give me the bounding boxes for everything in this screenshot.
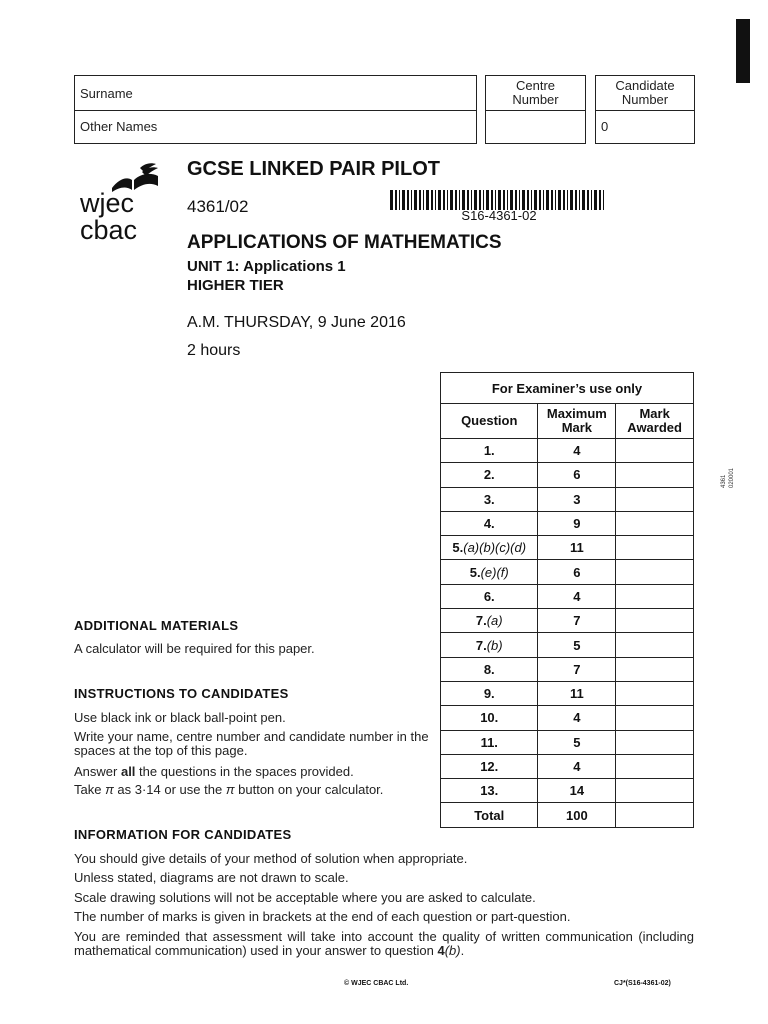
barcode-icon (390, 190, 608, 210)
copyright-text: © WJEC CBAC Ltd. (344, 980, 409, 987)
barcode-bar (495, 190, 496, 210)
table-row (441, 487, 694, 511)
barcode-bar (582, 190, 585, 210)
col-header-mark-awarded (616, 404, 694, 439)
barcode-bar (431, 190, 433, 210)
examiner-table-title: For Examiner’s use only (441, 373, 694, 404)
barcode-bar (467, 190, 469, 210)
barcode-bar (515, 190, 517, 210)
mark-awarded-cell[interactable] (616, 439, 694, 463)
surname-label: Surname (80, 86, 133, 101)
additional-materials-text: A calculator will be required for this paper. (74, 641, 315, 656)
barcode-bar (507, 190, 508, 210)
barcode-bar (546, 190, 549, 210)
barcode-bar (563, 190, 565, 210)
table-row (441, 779, 694, 803)
col-header-question: Question (441, 404, 538, 439)
barcode-text: S16-4361-02 (461, 208, 537, 223)
question-number-cell (441, 609, 538, 633)
barcode-bar (491, 190, 493, 210)
instruction-line (74, 765, 354, 779)
tier-title: HIGHER TIER (187, 277, 284, 294)
information-line: Scale drawing solutions will not be acceptable where you are asked to calculate. (74, 890, 536, 905)
table-row (441, 609, 694, 633)
exam-date: A.M. THURSDAY, 9 June 2016 (187, 314, 406, 331)
question-number-cell (441, 633, 538, 657)
maximum-mark-cell: 4 (538, 754, 616, 778)
barcode-bar (483, 190, 484, 210)
mark-awarded-cell[interactable] (616, 754, 694, 778)
barcode-bar (579, 190, 580, 210)
barcode-bar (474, 190, 477, 210)
barcode-bar (402, 190, 405, 210)
candidate-number-label-line2: Number (621, 92, 669, 107)
total-maximum-mark: 100 (538, 803, 616, 827)
question-number: 5. (469, 564, 481, 580)
information-emphasis: 4 (437, 943, 445, 958)
maximum-mark-cell: 5 (538, 633, 616, 657)
total-mark-awarded-cell[interactable] (616, 803, 694, 827)
pi-symbol: π (225, 782, 235, 797)
mark-awarded-cell[interactable] (616, 730, 694, 754)
barcode-bar (539, 190, 541, 210)
question-number-cell (441, 730, 538, 754)
question-number: 7. (475, 637, 487, 653)
barcode-bar (522, 190, 525, 210)
instruction-emphasis: all (120, 764, 136, 779)
maximum-mark-cell: 4 (538, 706, 616, 730)
table-row (441, 439, 694, 463)
information-line: You should give details of your method of solution when appropriate. (74, 851, 468, 866)
mark-awarded-cell[interactable] (616, 463, 694, 487)
question-number-cell (441, 584, 538, 608)
examiner-table-title-row (441, 373, 694, 404)
question-number-cell (441, 439, 538, 463)
centre-number-label (485, 79, 586, 107)
question-number-cell (441, 706, 538, 730)
barcode-bar (471, 190, 472, 210)
col-header-maximum-mark (538, 404, 616, 439)
question-number-cell (441, 754, 538, 778)
barcode-bar (519, 190, 520, 210)
logo-text-wjec: wjec (80, 188, 135, 218)
question-number: 1. (483, 443, 495, 459)
barcode-bar (426, 190, 429, 210)
question-number-cell (441, 511, 538, 535)
registration-mark (736, 19, 750, 83)
exam-duration: 2 hours (187, 342, 241, 359)
barcode-bar (390, 190, 393, 210)
table-row (441, 584, 694, 608)
mark-awarded-cell[interactable] (616, 657, 694, 681)
mark-awarded-cell[interactable] (616, 487, 694, 511)
question-number: 8. (483, 661, 495, 677)
question-number-cell (441, 681, 538, 705)
barcode-bar (399, 190, 400, 210)
question-number-cell (441, 560, 538, 584)
information-line (74, 930, 694, 958)
question-number: 9. (483, 686, 495, 702)
table-row (441, 754, 694, 778)
maximum-mark-cell: 4 (538, 584, 616, 608)
question-number: 11. (480, 734, 498, 750)
question-number: 10. (480, 710, 499, 726)
mark-awarded-cell[interactable] (616, 681, 694, 705)
barcode-bar (438, 190, 441, 210)
barcode-bar (450, 190, 453, 210)
total-row (441, 803, 694, 827)
maximum-mark-cell: 7 (538, 609, 616, 633)
question-number: 13. (480, 783, 499, 799)
side-code-line2: 020001 (729, 467, 735, 488)
name-box-divider (74, 110, 477, 111)
centre-number-label-line1: Centre (515, 78, 556, 93)
side-code (720, 468, 736, 488)
instruction-line: Write your name, centre number and candidate number in the spaces at the top of this page. (74, 729, 429, 758)
barcode-bar (555, 190, 556, 210)
question-number: 3. (483, 491, 495, 507)
col-header-awarded-line2: Awarded (627, 420, 682, 435)
barcode-bar (591, 190, 592, 210)
barcode-bar (527, 190, 529, 210)
barcode-bar (414, 190, 417, 210)
table-row (441, 681, 694, 705)
question-part: (b) (486, 637, 503, 653)
question-part: (a)(b)(c)(d) (463, 540, 527, 556)
barcode-bar (534, 190, 537, 210)
information-text: . (460, 943, 465, 958)
barcode-bar (570, 190, 573, 210)
candidate-number-value: 0 (601, 119, 609, 134)
table-row (441, 657, 694, 681)
information-heading: INFORMATION FOR CANDIDATES (74, 827, 292, 842)
maximum-mark-cell: 14 (538, 779, 616, 803)
maximum-mark-cell: 3 (538, 487, 616, 511)
question-number: 2. (483, 467, 495, 483)
question-number: 7. (475, 613, 487, 629)
examiner-table-header-row (441, 404, 694, 439)
question-number-cell (441, 463, 538, 487)
table-row (441, 536, 694, 560)
question-part: (a) (486, 613, 503, 629)
table-row (441, 633, 694, 657)
mark-awarded-cell[interactable] (616, 560, 694, 584)
barcode-bar (435, 190, 436, 210)
instruction-text: Answer (74, 764, 121, 779)
instruction-line: Use black ink or black ball-point pen. (74, 710, 286, 725)
maximum-mark-cell: 5 (538, 730, 616, 754)
maximum-mark-cell: 6 (538, 560, 616, 584)
instructions-heading: INSTRUCTIONS TO CANDIDATES (74, 686, 289, 701)
table-row (441, 511, 694, 535)
barcode-bar (447, 190, 448, 210)
maximum-mark-cell: 4 (538, 439, 616, 463)
instruction-text: as 3·14 or use the (113, 782, 226, 797)
centre-number-label-line2: Number (512, 92, 559, 107)
question-number-cell (441, 487, 538, 511)
barcode-bar (567, 190, 568, 210)
question-number: 6. (483, 588, 495, 604)
mark-awarded-cell[interactable] (616, 779, 694, 803)
question-number-cell (441, 657, 538, 681)
instruction-line (74, 783, 383, 797)
table-row (441, 730, 694, 754)
table-row (441, 463, 694, 487)
maximum-mark-cell: 9 (538, 511, 616, 535)
examiner-marks-table (440, 372, 694, 828)
barcode-bar (594, 190, 597, 210)
subject-title: APPLICATIONS OF MATHEMATICS (187, 232, 502, 253)
question-number: 12. (480, 759, 499, 774)
question-number-cell (441, 536, 538, 560)
barcode-bar (587, 190, 589, 210)
mark-awarded-cell[interactable] (616, 584, 694, 608)
question-number: 4. (483, 516, 495, 532)
barcode-bar (603, 190, 604, 210)
information-text: You are reminded that assessment will take into account the quality of written communication (including mathematical communication) used in your answer to question (74, 929, 694, 958)
maximum-mark-cell: 11 (538, 536, 616, 560)
information-italic: (b) (444, 943, 461, 958)
paper-code: 4361/02 (187, 197, 249, 216)
barcode-bar (558, 190, 561, 210)
barcode-bar (510, 190, 513, 210)
barcode-bar (455, 190, 457, 210)
mark-awarded-cell[interactable] (616, 536, 694, 560)
question-number-cell (441, 779, 538, 803)
barcode-bar (486, 190, 489, 210)
mark-awarded-cell[interactable] (616, 706, 694, 730)
question-part: (e)(f) (480, 564, 509, 580)
instruction-text: Take (74, 782, 106, 797)
exam-title: GCSE LINKED PAIR PILOT (187, 158, 440, 180)
barcode-bar (575, 190, 577, 210)
pi-symbol: π (105, 782, 114, 797)
table-row (441, 706, 694, 730)
other-names-label: Other Names (80, 119, 158, 134)
centre-number-divider (485, 110, 586, 111)
barcode-bar (599, 190, 601, 210)
barcode-bar (551, 190, 553, 210)
barcode-bar (395, 190, 397, 210)
barcode-bar (443, 190, 445, 210)
question-number: 5. (452, 540, 464, 556)
barcode-bar (462, 190, 465, 210)
barcode-bar (459, 190, 460, 210)
col-header-max-line1: Maximum (546, 406, 607, 421)
information-line: Unless stated, diagrams are not drawn to scale. (74, 870, 349, 885)
logo-text-cbac: cbac (80, 215, 138, 245)
mark-awarded-cell[interactable] (616, 633, 694, 657)
unit-title: UNIT 1: Applications 1 (187, 258, 346, 275)
barcode-bar (543, 190, 544, 210)
maximum-mark-cell: 11 (538, 681, 616, 705)
instruction-text: button on your calculator. (234, 782, 384, 797)
maximum-mark-cell: 6 (538, 463, 616, 487)
mark-awarded-cell[interactable] (616, 511, 694, 535)
barcode-bar (531, 190, 532, 210)
col-header-awarded-line1: Mark (639, 406, 670, 421)
instruction-text: the questions in the spaces provided. (135, 764, 354, 779)
candidate-number-label (595, 79, 695, 107)
barcode-bar (498, 190, 501, 210)
barcode-bar (423, 190, 424, 210)
table-row (441, 560, 694, 584)
mark-awarded-cell[interactable] (616, 609, 694, 633)
information-line: The number of marks is given in brackets at the end of each question or part-question. (74, 909, 571, 924)
barcode-bar (407, 190, 409, 210)
candidate-number-label-line1: Candidate (615, 78, 675, 93)
document-reference: CJ*(S16-4361-02) (614, 980, 671, 987)
barcode-bar (503, 190, 505, 210)
col-header-max-line2: Mark (561, 420, 593, 435)
side-code-line1: 4361 (721, 474, 727, 488)
candidate-number-divider (595, 110, 695, 111)
barcode-bar (411, 190, 412, 210)
barcode-bar (419, 190, 421, 210)
maximum-mark-cell: 7 (538, 657, 616, 681)
additional-materials-heading: ADDITIONAL MATERIALS (74, 618, 239, 633)
barcode-bar (479, 190, 481, 210)
total-label: Total (441, 803, 538, 827)
